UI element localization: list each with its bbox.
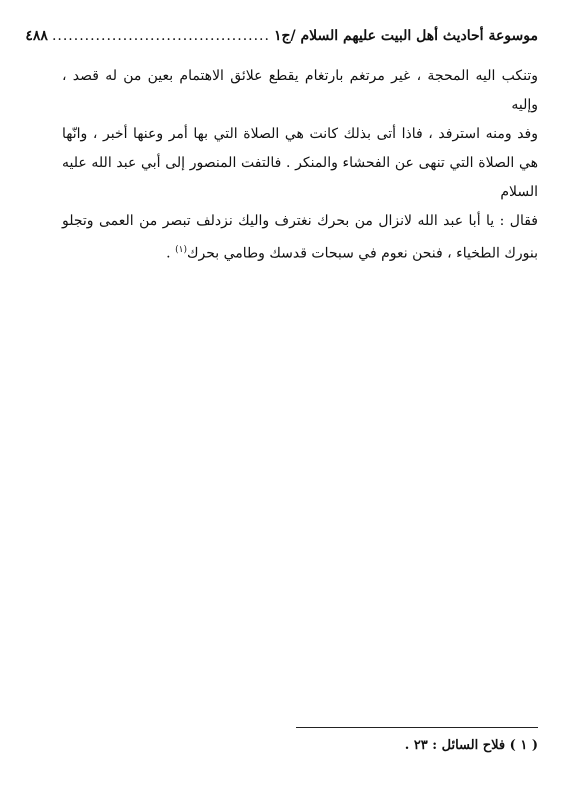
- body-line-1: وتنكب اليه المحجة ، غير مرتغم بارتغام يقطع علائق الاهتمام بعين من له قصد ، وإليه: [62, 68, 538, 113]
- body-line-2: وفد ومنه استرفد ، فاذا أتى بذلك كانت هي الصلاة التي بها أمر وعنها أخبر ، وانّها: [62, 126, 538, 142]
- footnote-reference: (١): [175, 245, 187, 255]
- footnote: ( ١ ) فلاح السائل : ٢٣ .: [404, 738, 538, 753]
- sentence-end-mark: .: [166, 245, 176, 262]
- running-header: [25, 20, 538, 44]
- header-leader-dots: ........................................: [51, 28, 270, 44]
- page-number: ٤٨٨: [25, 28, 48, 44]
- footnote-divider: [296, 727, 538, 728]
- body-line-3: هي الصلاة التي تنهى عن الفحشاء والمنكر . فالتفت المنصور إلى أبي عبد الله عليه السلام: [62, 155, 538, 200]
- body-line-5: [62, 236, 538, 269]
- header-title: موسوعة أحاديث أهل البيت عليهم السلام /ج١: [273, 28, 538, 44]
- body-paragraph: [62, 62, 538, 269]
- body-line-5-text: بنورك الطخياء ، فنحن نعوم في سبحات قدسك وطامي بحرك: [186, 245, 538, 262]
- body-line-4: فقال : يا أبا عبد الله لانزال من بحرك نغترف واليك نزدلف تبصر من العمى وتجلو: [62, 213, 538, 229]
